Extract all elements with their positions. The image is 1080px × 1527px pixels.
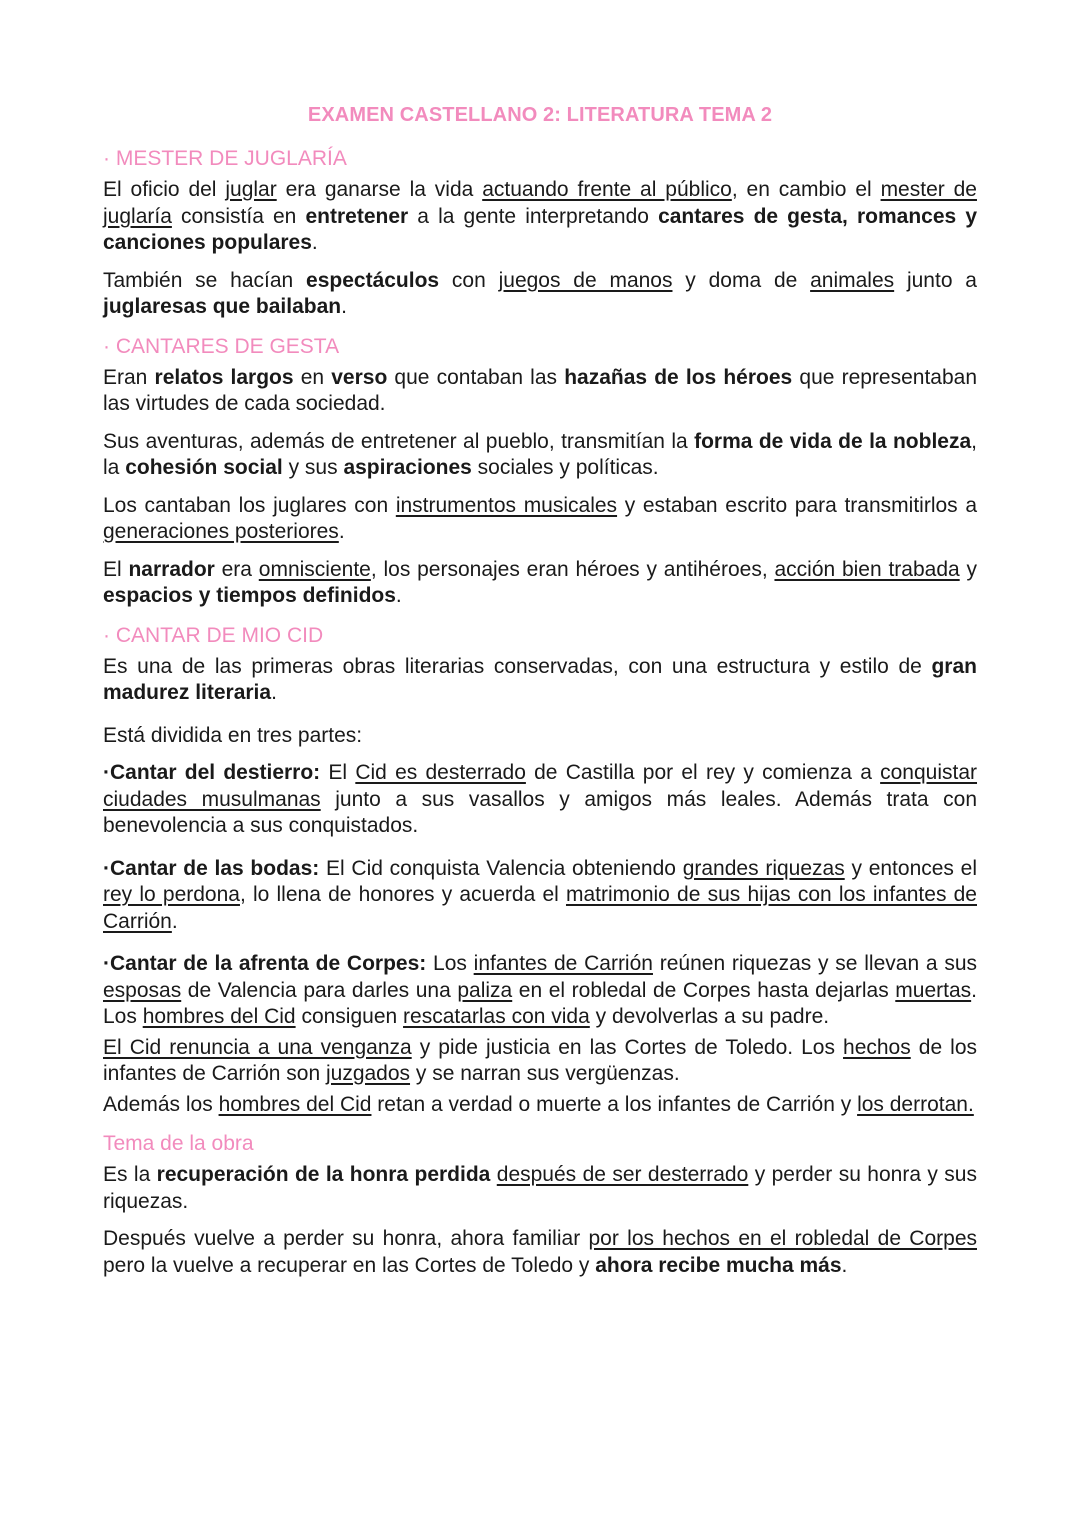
paragraph-cid-bodas: ·Cantar de las bodas: El Cid conquista Valencia obteniendo grandes riquezas y entonces el rey lo perdona, lo llena de honores y acuerda el matrimonio de sus hijas con los infantes de Carrión.	[103, 856, 978, 933]
paragraph-mester-1: El oficio del juglar era ganarse la vida actuando frente al público, en cambio el mester de juglaría consistía en entretener a la gente interpretando cantares de gesta, romances y canciones populares.	[103, 178, 977, 254]
section-heading-cantares: · CANTARES DE GESTA	[103, 334, 340, 358]
paragraph-cantares-4: El narrador era omnisciente, los personajes eran héroes y antihéroes, acción bien trabada y espacios y tiempos definidos.	[103, 557, 977, 607]
paragraph-cantares-3: Los cantaban los juglares con instrumentos musicales y estaban escrito para transmitirlos a generaciones posteriores.	[103, 493, 977, 543]
paragraph-cid-destierro: ·Cantar del destierro: El Cid es desterrado de Castilla por el rey y comienza a conquistar ciudades musulmanas junto a sus vasallos y amigos más leales. Además trata con benevolencia a sus conquistados.	[103, 761, 978, 837]
paragraph-tema-1: Es la recuperación de la honra perdida después de ser desterrado y perder su honra y sus riquezas.	[103, 1163, 977, 1213]
document-title: EXAMEN CASTELLANO 2: LITERATURA TEMA 2	[307, 104, 773, 126]
section-heading-tema: Tema de la obra	[103, 1132, 254, 1155]
paragraph-cantares-2: Sus aventuras, además de entretener al pueblo, transmitían la forma de vida de la nobleza, la cohesión social y sus aspiraciones sociales y políticas.	[103, 429, 977, 479]
section-heading-cantar-cid: · CANTAR DE MIO CID	[103, 623, 324, 647]
paragraph-cid-afrenta: ·Cantar de la afrenta de Corpes: Los infantes de Carrión reúnen riquezas y se llevan a sus esposas de Valencia para darles una paliza en el robledal de Corpes hasta dejarlas muertas. Los hombres del Cid consiguen rescatarlas con vida y devolverlas a su padre.	[103, 952, 978, 1028]
paragraph-cantares-1: Eran relatos largos en verso que contaban las hazañas de los héroes que representaban las virtudes de cada sociedad.	[103, 365, 978, 415]
paragraph-cid-venganza: El Cid renuncia a una venganza y pide justicia en las Cortes de Toledo. Los hechos de los infantes de Carrión son juzgados y se narran sus vergüenzas.	[103, 1035, 977, 1085]
paragraph-tema-2: Después vuelve a perder su honra, ahora familiar por los hechos en el robledal de Corpes pero la vuelve a recuperar en las Cortes de Toledo y ahora recibe mucha más.	[103, 1227, 977, 1277]
paragraph-cid-1: Es una de las primeras obras literarias conservadas, con una estructura y estilo de gran madurez literaria.	[103, 654, 977, 704]
section-heading-mester: · MESTER DE JUGLARÍA	[103, 147, 347, 170]
paragraph-cid-2: Está dividida en tres partes:	[103, 723, 363, 747]
paragraph-mester-2: También se hacían espectáculos con juegos de manos y doma de animales junto a juglaresas que bailaban.	[103, 268, 977, 318]
paragraph-cid-retan: Además los hombres del Cid retan a verdad o muerte a los infantes de Carrión y los derrotan.	[103, 1092, 974, 1116]
